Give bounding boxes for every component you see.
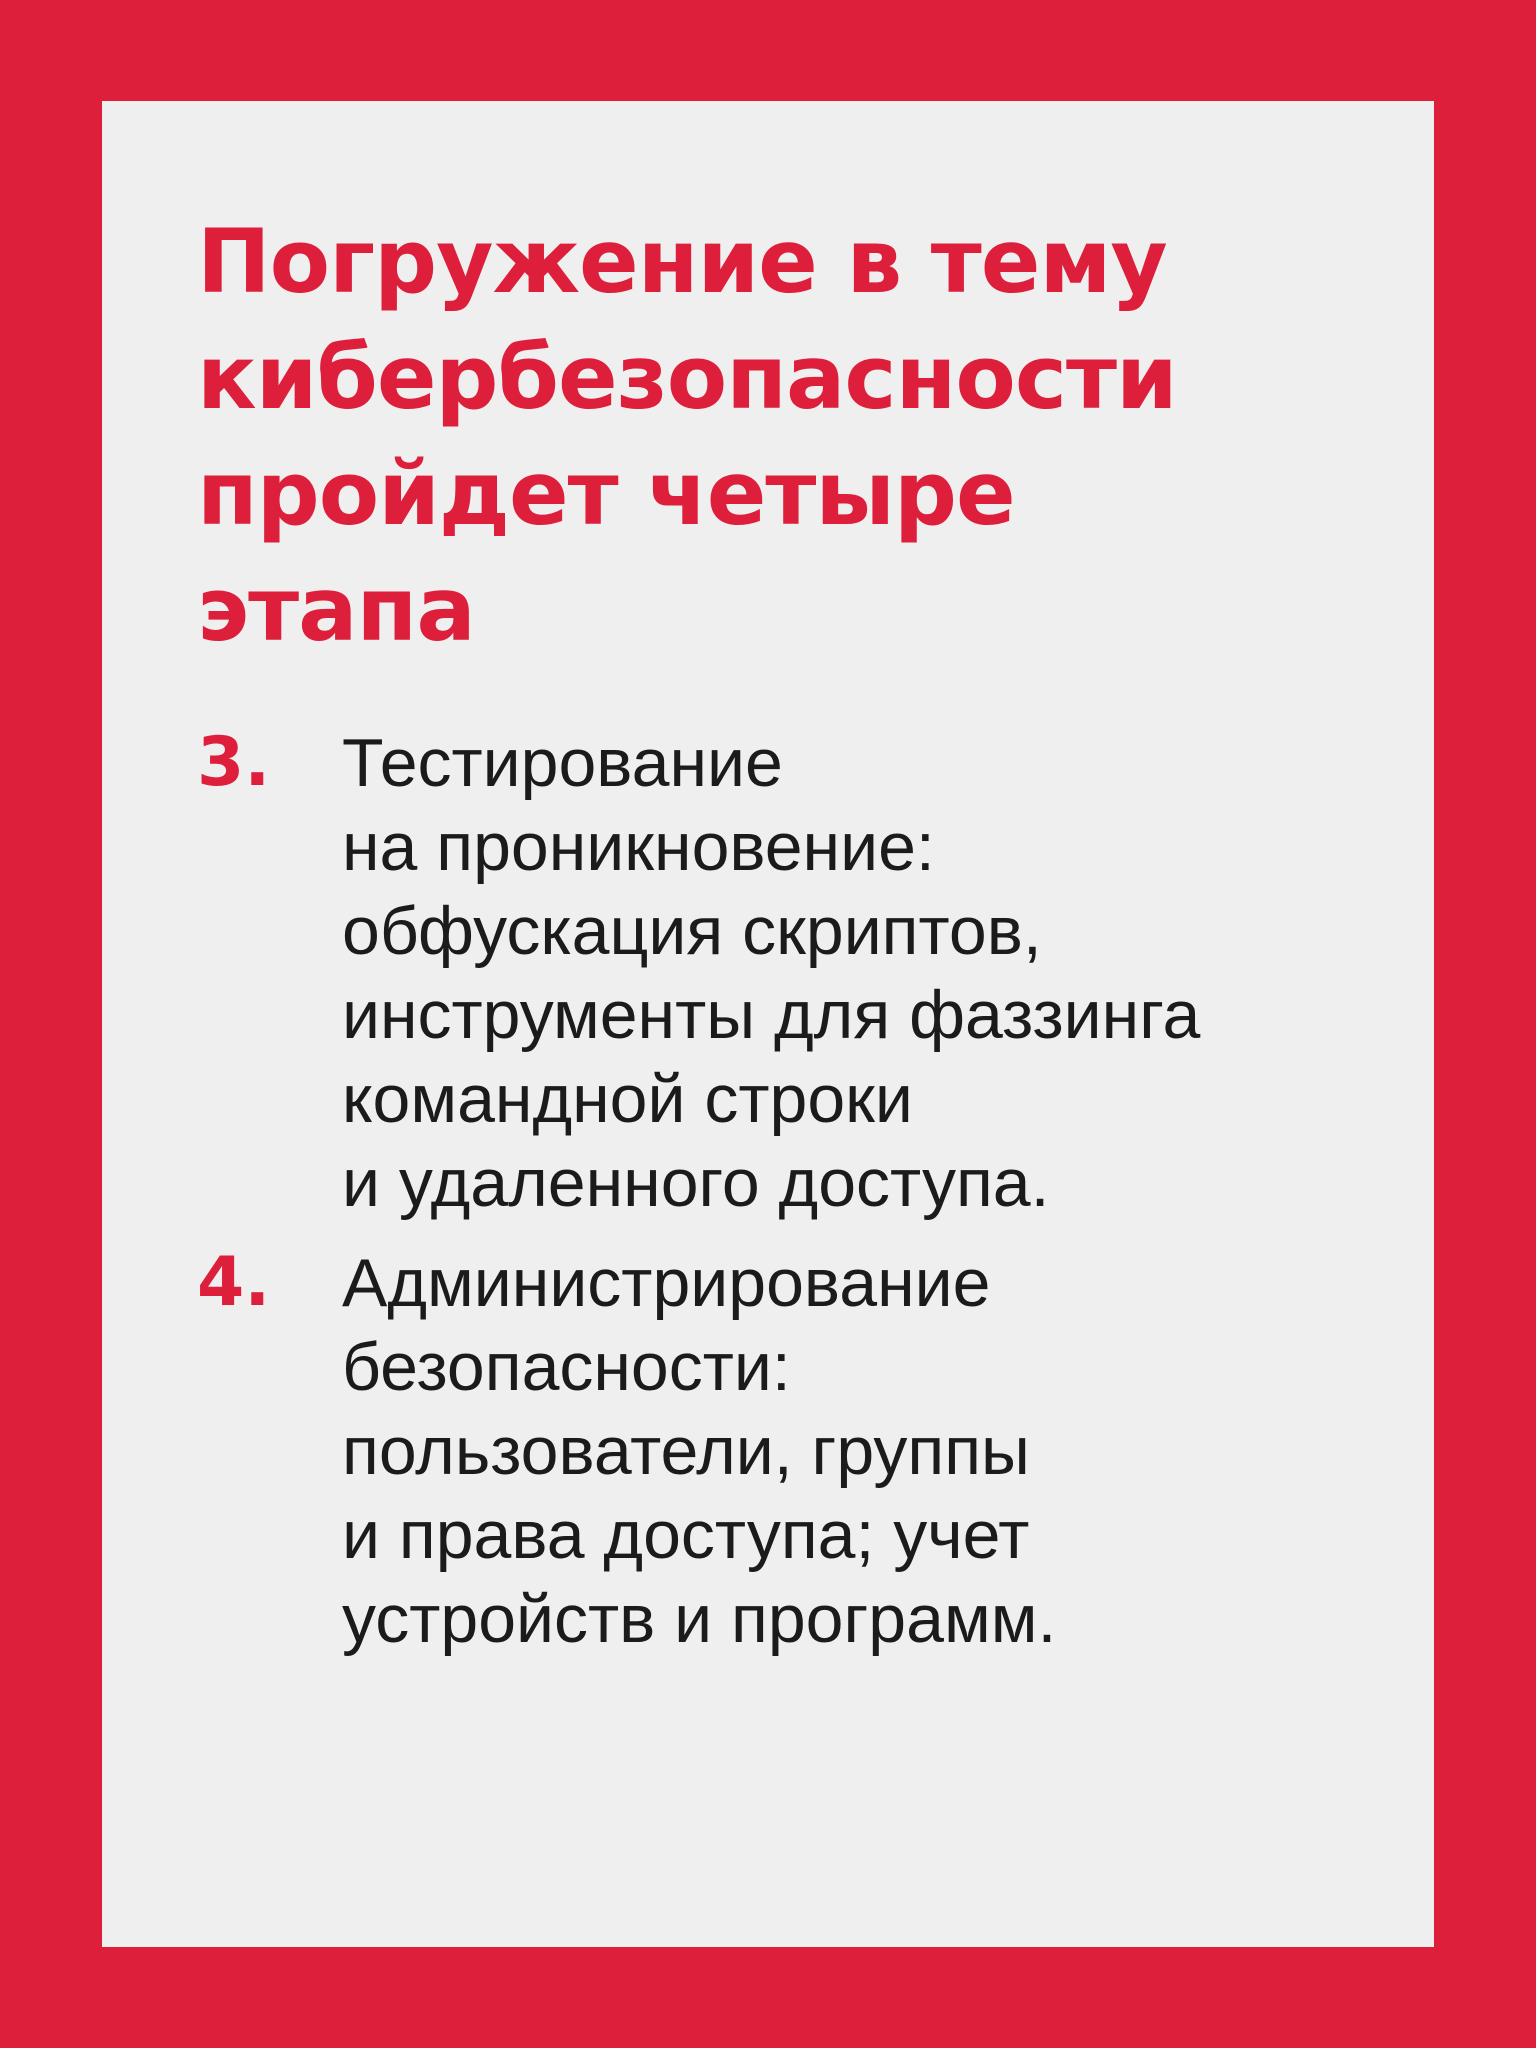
- item-number: 3.: [197, 723, 271, 802]
- item-text-line: Администрирование: [342, 1245, 991, 1321]
- item-text: [342, 1241, 1056, 1661]
- item-text-line: командной строки: [342, 1061, 913, 1137]
- headline-line: кибербезопасности: [197, 326, 1177, 429]
- item-text-line: Тестирование: [342, 725, 783, 801]
- item-number: 4.: [197, 1243, 271, 1322]
- item-text-line: и права доступа; учет: [342, 1497, 1030, 1573]
- item-text-line: инструменты для фаззинга: [342, 977, 1201, 1053]
- item-text-line: безопасности:: [342, 1329, 791, 1405]
- item-text-line: пользователи, группы: [342, 1413, 1030, 1489]
- headline-line: Погружение в тему: [197, 210, 1167, 313]
- item-text: [342, 721, 1200, 1225]
- headline-line: пройдет четыре: [197, 442, 1015, 545]
- item-text-line: обфускация скриптов,: [342, 893, 1042, 969]
- item-text-line: устройств и программ.: [342, 1581, 1057, 1657]
- headline-line: этапа: [197, 558, 475, 661]
- headline: [197, 204, 1377, 668]
- item-text-line: на проникновение:: [342, 809, 935, 885]
- content-card: [102, 101, 1434, 1947]
- item-text-line: и удаленного доступа.: [342, 1145, 1050, 1221]
